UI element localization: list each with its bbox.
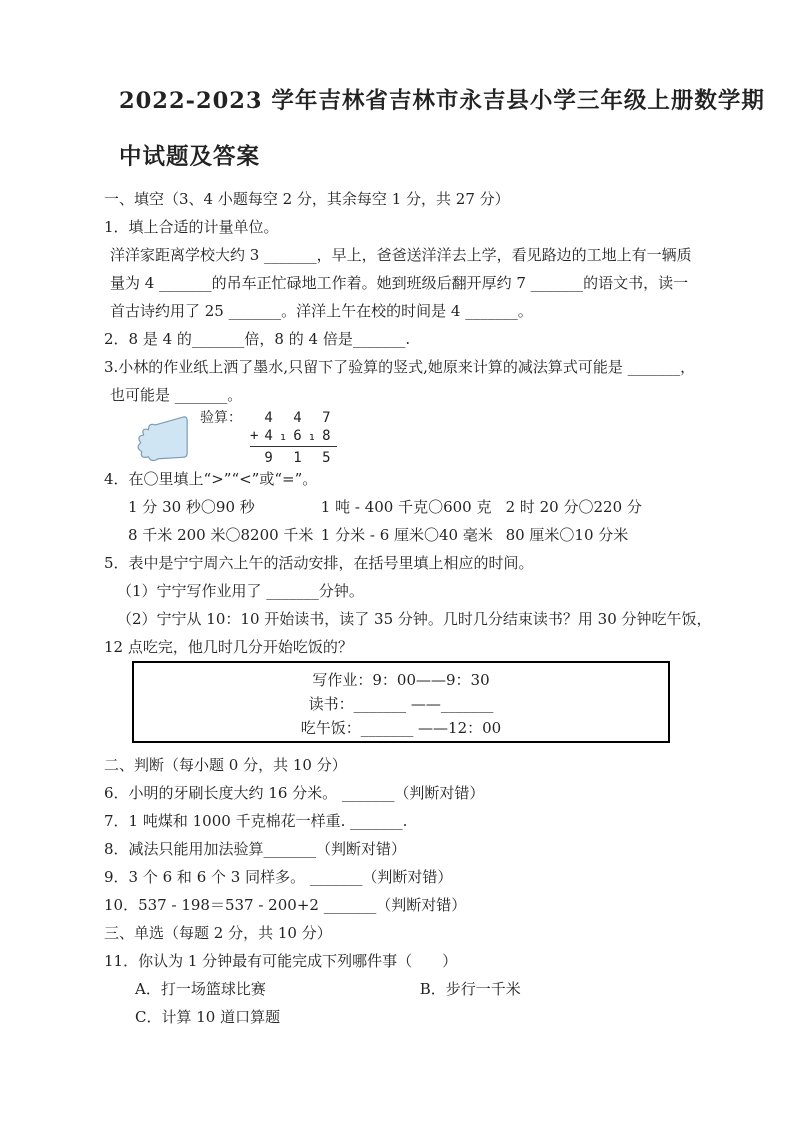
question-5-sub-2-line-2: 12 点吃完，他几时几分开始吃饭的？	[104, 638, 353, 656]
activity-schedule-box	[132, 661, 670, 743]
option-b: B．步行一千米	[419, 980, 521, 998]
addition-top-row	[200, 409, 337, 427]
question-3-text-line-1: 3.小林的作业纸上洒了墨水,只留下了验算的竖式,她原来计算的减法算式可能是 _______，	[104, 358, 696, 376]
question-4-row-2	[128, 521, 710, 549]
comparison-item: 8 千米 200 米〇8200 千米	[128, 526, 314, 544]
question-11-options-row-2	[135, 1003, 710, 1031]
question-1-text-line-3: 首古诗约用了 25 _______。洋洋上午在校的时间是 4 _______。	[110, 302, 533, 320]
page-title-line-2: 中试题及答案	[119, 144, 261, 170]
addend-spacer	[200, 427, 250, 447]
question-4-stem: 4．在〇里填上“>”“<”或“=”。	[104, 470, 318, 488]
verification-figure	[134, 409, 710, 465]
question-7-text: 7．1 吨煤和 1000 千克棉花一样重. _______.	[104, 812, 408, 830]
verification-calc	[200, 409, 337, 467]
schedule-row-homework: 写作业：9：00——9：30	[312, 671, 490, 689]
question-6-text: 6．小明的牙刷长度大约 16 分米。 _______（判断对错）	[104, 784, 485, 802]
question-5-sub-1: （1）宁宁写作业用了 _______分钟。	[117, 582, 364, 600]
section-2-heading: 二、判断（每小题 0 分，共 10 分）	[104, 756, 347, 774]
addition-sum-row	[200, 447, 337, 467]
verification-label: 验算：	[200, 410, 242, 426]
addition-top-digits: 4 4 7	[250, 410, 337, 426]
question-3-text-line-2: 也可能是 _______。	[110, 386, 243, 404]
question-11-options-row-1	[135, 975, 710, 1003]
question-1-text-line-2: 量为 4 _______的吊车正忙碌地工作着。她到班级后翻开厚约 7 _______的语文书，读一	[110, 274, 689, 292]
question-5-sub-2-line-1: （2）宁宁从 10：10 开始读书，读了 35 分钟。几时几分结束读书？用 30 分钟吃午饭，	[117, 610, 712, 628]
comparison-item: 1 分米 - 6 厘米〇40 毫米	[320, 526, 493, 544]
question-11-stem: 11．你认为 1 分钟最有可能完成下列哪件事（ ）	[104, 952, 458, 970]
comparison-item: 1 吨 - 400 千克〇600 克	[320, 498, 492, 516]
comparison-item: 80 厘米〇10 分米	[505, 526, 629, 544]
addition-addend-digits: +4₁6₁8	[250, 427, 337, 447]
question-1-stem: 1．填上合适的计量单位。	[104, 218, 279, 236]
section-1-heading: 一、填空（3、4 小题每空 2 分，其余每空 1 分，共 27 分）	[104, 190, 510, 208]
sum-spacer	[200, 447, 250, 467]
schedule-row-reading: 读书：_______ ——_______	[308, 695, 494, 713]
page-title-line-1: 2022-2023 学年吉林省吉林市永吉县小学三年级上册数学期	[119, 88, 765, 114]
comparison-item: 2 时 20 分〇220 分	[505, 498, 642, 516]
question-4-row-1	[128, 493, 710, 521]
ink-blot-shape	[138, 417, 187, 461]
question-2-text: 2．8 是 4 的_______倍，8 的 4 倍是_______.	[104, 330, 411, 348]
option-a: A．打一场篮球比赛	[135, 980, 266, 998]
section-3-heading: 三、单选（每题 2 分，共 10 分）	[104, 924, 332, 942]
question-5-stem: 5．表中是宁宁周六上午的活动安排，在括号里填上相应的时间。	[104, 554, 534, 572]
addition-addend-row	[200, 427, 337, 447]
question-9-text: 9．3 个 6 和 6 个 3 同样多。 _______（判断对错）	[104, 868, 453, 886]
page-content	[104, 86, 765, 1031]
addition-sum-digits: 9 1 5	[250, 450, 337, 466]
schedule-row-lunch: 吃午饭：_______ ——12：00	[300, 719, 502, 737]
page-title	[119, 86, 765, 172]
question-1-text-line-1: 洋洋家距离学校大约 3 _______，早上，爸爸送洋洋去上学，看见路边的工地上有一辆质	[110, 246, 692, 264]
ink-blot-image	[134, 412, 192, 462]
comparison-item: 1 分 30 秒〇90 秒	[128, 498, 255, 516]
question-10-text: 10．537 - 198＝537 - 200+2 _______（判断对错）	[104, 896, 467, 914]
question-8-text: 8．减法只能用加法验算_______（判断对错）	[104, 840, 407, 858]
option-c: C．计算 10 道口算题	[135, 1008, 281, 1026]
